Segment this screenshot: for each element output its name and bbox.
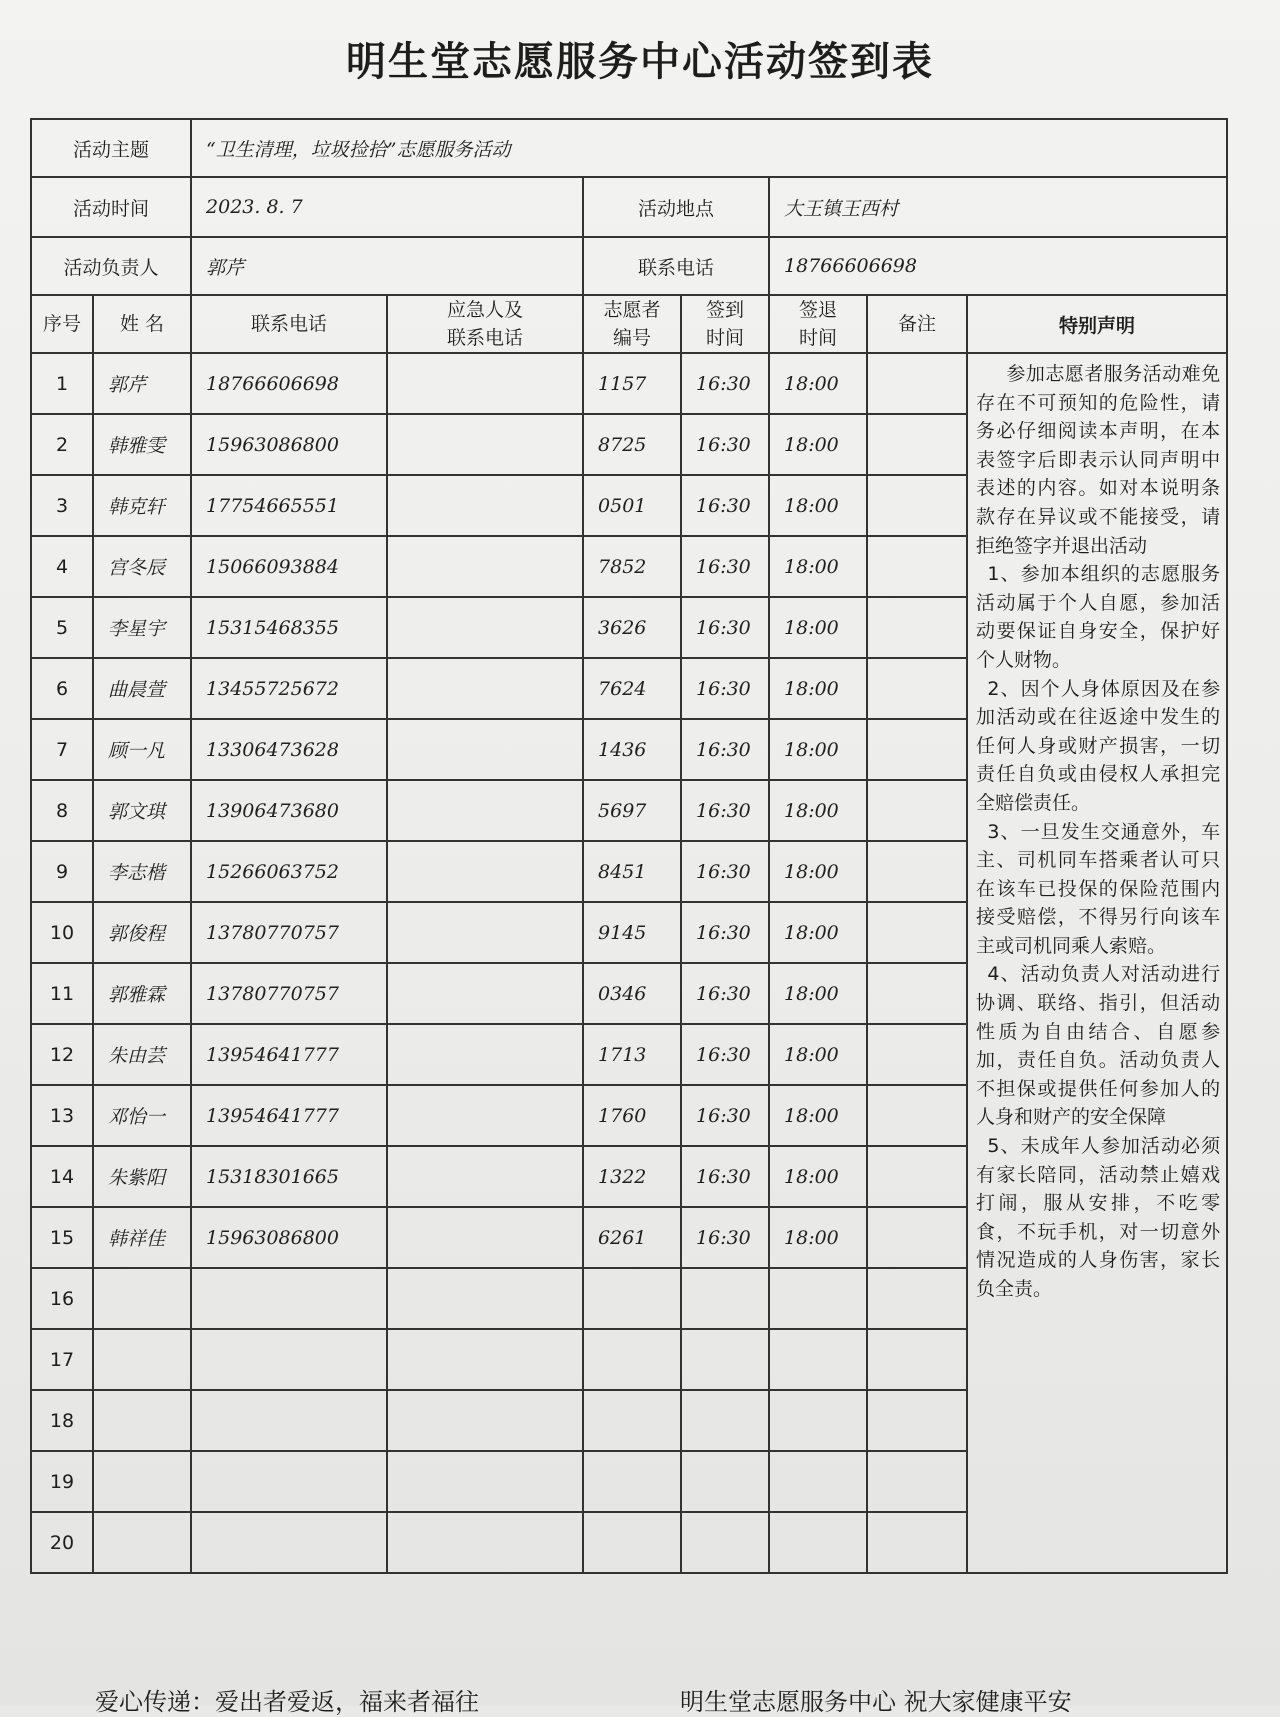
page-title: 明生堂志愿服务中心活动签到表 bbox=[346, 39, 934, 85]
row-no: 14 bbox=[31, 1146, 93, 1207]
phone-label: 联系电话 bbox=[583, 237, 769, 295]
row-name: 宫冬辰 bbox=[93, 536, 191, 597]
row-phone: 15266063752 bbox=[191, 841, 387, 902]
row-sign-in: 16:30 bbox=[681, 658, 769, 719]
row-remark bbox=[867, 1024, 967, 1085]
leader-value: 郭芹 bbox=[191, 237, 583, 295]
row-remark bbox=[867, 841, 967, 902]
row-volunteer-id: 3626 bbox=[583, 597, 681, 658]
row-volunteer-id: 1436 bbox=[583, 719, 681, 780]
row-sign-in: 16:30 bbox=[681, 1207, 769, 1268]
row-name bbox=[93, 1268, 191, 1329]
row-remark bbox=[867, 963, 967, 1024]
table-row bbox=[31, 353, 1227, 414]
row-remark bbox=[867, 902, 967, 963]
row-volunteer-id bbox=[583, 1329, 681, 1390]
theme-label: 活动主题 bbox=[31, 119, 191, 177]
row-volunteer-id: 1760 bbox=[583, 1085, 681, 1146]
row-no: 13 bbox=[31, 1085, 93, 1146]
row-sign-in bbox=[681, 1329, 769, 1390]
footer-right: 明生堂志愿服务中心 祝大家健康平安 bbox=[680, 1688, 1072, 1716]
row-sign-in bbox=[681, 1512, 769, 1573]
row-volunteer-id: 7852 bbox=[583, 536, 681, 597]
time-label: 活动时间 bbox=[31, 177, 191, 237]
footer-left: 爱心传递：爱出者爱返，福来者福往 bbox=[95, 1688, 479, 1716]
row-remark bbox=[867, 658, 967, 719]
row-remark bbox=[867, 536, 967, 597]
row-name: 郭雅霖 bbox=[93, 963, 191, 1024]
row-sign-in: 16:30 bbox=[681, 902, 769, 963]
row-no: 4 bbox=[31, 536, 93, 597]
notice-item: 3、一旦发生交通意外，车主、司机同车搭乘者认可只在该车已投保的保险范围内接受赔偿，不得另行向该车主或司机同乘人索赔。 bbox=[976, 820, 1221, 957]
row-sign-out: 18:00 bbox=[769, 841, 867, 902]
row-phone: 17754665551 bbox=[191, 475, 387, 536]
row-no: 18 bbox=[31, 1390, 93, 1451]
col-no-header: 序号 bbox=[31, 295, 93, 353]
row-name: 韩雅雯 bbox=[93, 414, 191, 475]
row-phone: 15318301665 bbox=[191, 1146, 387, 1207]
theme-value: “卫生清理，垃圾捡拾”志愿服务活动 bbox=[191, 119, 1227, 177]
row-no: 16 bbox=[31, 1268, 93, 1329]
row-emergency bbox=[387, 658, 583, 719]
row-sign-out: 18:00 bbox=[769, 536, 867, 597]
row-name: 曲晨萱 bbox=[93, 658, 191, 719]
row-volunteer-id: 1322 bbox=[583, 1146, 681, 1207]
row-phone bbox=[191, 1390, 387, 1451]
row-name: 韩克轩 bbox=[93, 475, 191, 536]
sign-in-table bbox=[30, 118, 1228, 1574]
row-emergency bbox=[387, 780, 583, 841]
col-sign-out-header: 签退 时间 bbox=[769, 295, 867, 353]
col-volunteer-id-header: 志愿者 编号 bbox=[583, 295, 681, 353]
row-volunteer-id: 1157 bbox=[583, 353, 681, 414]
row-emergency bbox=[387, 475, 583, 536]
row-phone: 13780770757 bbox=[191, 902, 387, 963]
row-remark bbox=[867, 353, 967, 414]
row-no: 6 bbox=[31, 658, 93, 719]
row-sign-out bbox=[769, 1512, 867, 1573]
row-sign-in: 16:30 bbox=[681, 963, 769, 1024]
row-remark bbox=[867, 1085, 967, 1146]
col-remark-header: 备注 bbox=[867, 295, 967, 353]
row-name: 朱由芸 bbox=[93, 1024, 191, 1085]
row-emergency bbox=[387, 1146, 583, 1207]
row-no: 20 bbox=[31, 1512, 93, 1573]
row-phone: 13455725672 bbox=[191, 658, 387, 719]
row-sign-in bbox=[681, 1268, 769, 1329]
row-sign-in: 16:30 bbox=[681, 1024, 769, 1085]
notice-body bbox=[967, 353, 1227, 1573]
notice-header: 特别声明 bbox=[967, 295, 1227, 353]
row-volunteer-id: 7624 bbox=[583, 658, 681, 719]
row-remark bbox=[867, 1207, 967, 1268]
row-remark bbox=[867, 719, 967, 780]
row-name bbox=[93, 1512, 191, 1573]
row-emergency bbox=[387, 963, 583, 1024]
row-sign-in: 16:30 bbox=[681, 536, 769, 597]
row-sign-out: 18:00 bbox=[769, 353, 867, 414]
row-phone bbox=[191, 1329, 387, 1390]
col-phone-header: 联系电话 bbox=[191, 295, 387, 353]
row-sign-out bbox=[769, 1329, 867, 1390]
notice-item: 2、因个人身体原因及在参加活动或在往返途中发生的任何人身或财产损害，一切责任自负或由侵权人承担完全赔偿责任。 bbox=[976, 677, 1221, 814]
row-sign-in: 16:30 bbox=[681, 719, 769, 780]
row-sign-out: 18:00 bbox=[769, 902, 867, 963]
row-volunteer-id: 8451 bbox=[583, 841, 681, 902]
row-emergency bbox=[387, 902, 583, 963]
row-phone bbox=[191, 1451, 387, 1512]
row-name: 韩祥佳 bbox=[93, 1207, 191, 1268]
row-phone: 13954641777 bbox=[191, 1024, 387, 1085]
notice-item: 4、活动负责人对活动进行协调、联络、指引，但活动性质为自由结合、自愿参加，责任自负。活动负责人不担保或提供任何参加人的人身和财产的安全保障 bbox=[976, 963, 1221, 1129]
row-volunteer-id bbox=[583, 1390, 681, 1451]
row-emergency bbox=[387, 1512, 583, 1573]
row-volunteer-id bbox=[583, 1512, 681, 1573]
row-phone bbox=[191, 1512, 387, 1573]
row-remark bbox=[867, 1512, 967, 1573]
row-emergency bbox=[387, 1451, 583, 1512]
row-phone: 13780770757 bbox=[191, 963, 387, 1024]
row-emergency bbox=[387, 414, 583, 475]
row-phone: 15066093884 bbox=[191, 536, 387, 597]
row-name bbox=[93, 1329, 191, 1390]
row-remark bbox=[867, 1268, 967, 1329]
row-sign-in: 16:30 bbox=[681, 353, 769, 414]
row-remark bbox=[867, 414, 967, 475]
row-emergency bbox=[387, 1329, 583, 1390]
row-name: 李星宇 bbox=[93, 597, 191, 658]
row-volunteer-id: 0346 bbox=[583, 963, 681, 1024]
row-phone: 15963086800 bbox=[191, 1207, 387, 1268]
row-no: 2 bbox=[31, 414, 93, 475]
row-sign-in: 16:30 bbox=[681, 475, 769, 536]
row-sign-out: 18:00 bbox=[769, 414, 867, 475]
row-volunteer-id: 8725 bbox=[583, 414, 681, 475]
row-no: 5 bbox=[31, 597, 93, 658]
row-no: 1 bbox=[31, 353, 93, 414]
row-phone: 13954641777 bbox=[191, 1085, 387, 1146]
row-no: 9 bbox=[31, 841, 93, 902]
row-emergency bbox=[387, 1085, 583, 1146]
row-name: 李志楷 bbox=[93, 841, 191, 902]
row-sign-in bbox=[681, 1390, 769, 1451]
row-sign-out: 18:00 bbox=[769, 1024, 867, 1085]
row-sign-in bbox=[681, 1451, 769, 1512]
row-sign-in: 16:30 bbox=[681, 414, 769, 475]
row-sign-out bbox=[769, 1268, 867, 1329]
row-sign-out bbox=[769, 1390, 867, 1451]
row-emergency bbox=[387, 1390, 583, 1451]
row-sign-out bbox=[769, 1451, 867, 1512]
row-phone: 15963086800 bbox=[191, 414, 387, 475]
row-sign-out: 18:00 bbox=[769, 1146, 867, 1207]
notice-intro: 参加志愿者服务活动难免存在不可预知的危险性，请务必仔细阅读本声明，在本表签字后即表示认同声明中表述的内容。如对本说明条款存在异议或不能接受，请拒绝签字并退出活动 bbox=[976, 363, 1221, 557]
row-no: 12 bbox=[31, 1024, 93, 1085]
row-volunteer-id: 9145 bbox=[583, 902, 681, 963]
row-sign-in: 16:30 bbox=[681, 1085, 769, 1146]
row-sign-out: 18:00 bbox=[769, 658, 867, 719]
row-name bbox=[93, 1451, 191, 1512]
row-sign-in: 16:30 bbox=[681, 597, 769, 658]
row-volunteer-id: 0501 bbox=[583, 475, 681, 536]
row-remark bbox=[867, 1451, 967, 1512]
row-no: 8 bbox=[31, 780, 93, 841]
row-sign-out: 18:00 bbox=[769, 963, 867, 1024]
row-no: 17 bbox=[31, 1329, 93, 1390]
row-emergency bbox=[387, 1268, 583, 1329]
col-sign-in-header: 签到 时间 bbox=[681, 295, 769, 353]
row-name: 郭芹 bbox=[93, 353, 191, 414]
row-emergency bbox=[387, 1207, 583, 1268]
row-remark bbox=[867, 475, 967, 536]
row-remark bbox=[867, 1329, 967, 1390]
row-no: 19 bbox=[31, 1451, 93, 1512]
row-emergency bbox=[387, 536, 583, 597]
row-name: 郭俊程 bbox=[93, 902, 191, 963]
row-sign-out: 18:00 bbox=[769, 597, 867, 658]
row-volunteer-id: 5697 bbox=[583, 780, 681, 841]
row-phone: 13906473680 bbox=[191, 780, 387, 841]
row-name: 顾一凡 bbox=[93, 719, 191, 780]
row-phone bbox=[191, 1268, 387, 1329]
row-sign-in: 16:30 bbox=[681, 780, 769, 841]
row-emergency bbox=[387, 841, 583, 902]
row-no: 15 bbox=[31, 1207, 93, 1268]
notice-item: 1、参加本组织的志愿服务活动属于个人自愿，参加活动要保证自身安全，保护好个人财物。 bbox=[976, 563, 1221, 671]
row-emergency bbox=[387, 1024, 583, 1085]
row-no: 3 bbox=[31, 475, 93, 536]
row-name bbox=[93, 1390, 191, 1451]
row-volunteer-id bbox=[583, 1451, 681, 1512]
row-remark bbox=[867, 597, 967, 658]
row-sign-out: 18:00 bbox=[769, 1207, 867, 1268]
leader-phone-value: 18766606698 bbox=[769, 237, 1227, 295]
row-sign-out: 18:00 bbox=[769, 780, 867, 841]
leader-label: 活动负责人 bbox=[31, 237, 191, 295]
row-name: 邓怡一 bbox=[93, 1085, 191, 1146]
row-emergency bbox=[387, 597, 583, 658]
col-emergency-header: 应急人及 联系电话 bbox=[387, 295, 583, 353]
row-volunteer-id: 6261 bbox=[583, 1207, 681, 1268]
row-no: 7 bbox=[31, 719, 93, 780]
row-phone: 18766606698 bbox=[191, 353, 387, 414]
location-value: 大王镇王西村 bbox=[769, 177, 1227, 237]
row-volunteer-id: 1713 bbox=[583, 1024, 681, 1085]
row-sign-out: 18:00 bbox=[769, 719, 867, 780]
time-value: 2023. 8. 7 bbox=[191, 177, 583, 237]
notice-item: 5、未成年人参加活动必须有家长陪同，活动禁止嬉戏打闹，服从安排，不吃零食，不玩手机，对一切意外情况造成的人身伤害，家长负全责。 bbox=[976, 1135, 1221, 1300]
row-volunteer-id bbox=[583, 1268, 681, 1329]
row-name: 郭文琪 bbox=[93, 780, 191, 841]
row-remark bbox=[867, 780, 967, 841]
row-name: 朱紫阳 bbox=[93, 1146, 191, 1207]
row-sign-in: 16:30 bbox=[681, 1146, 769, 1207]
row-emergency bbox=[387, 719, 583, 780]
row-no: 10 bbox=[31, 902, 93, 963]
row-sign-in: 16:30 bbox=[681, 841, 769, 902]
row-phone: 15315468355 bbox=[191, 597, 387, 658]
col-name-header: 姓 名 bbox=[93, 295, 191, 353]
row-remark bbox=[867, 1146, 967, 1207]
row-sign-out: 18:00 bbox=[769, 475, 867, 536]
row-phone: 13306473628 bbox=[191, 719, 387, 780]
row-emergency bbox=[387, 353, 583, 414]
row-no: 11 bbox=[31, 963, 93, 1024]
location-label: 活动地点 bbox=[583, 177, 769, 237]
row-remark bbox=[867, 1390, 967, 1451]
row-sign-out: 18:00 bbox=[769, 1085, 867, 1146]
